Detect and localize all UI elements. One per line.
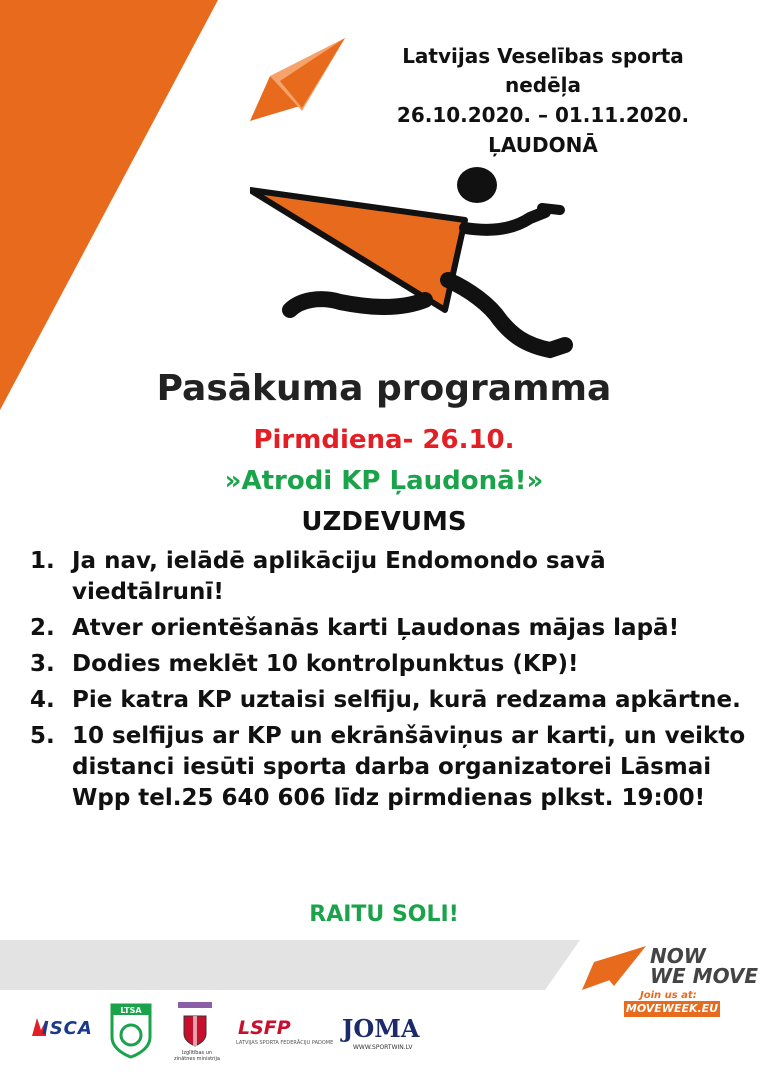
runner-illustration-icon [250,160,580,370]
task-heading: UZDEVUMS [301,507,467,537]
izm-caption: Izglītības un zinātnes ministrija [174,1050,220,1062]
task-text: Ja nav, ielādē aplikāciju Endomondo savā viedtālrunī! [72,548,606,605]
task-text: Atver orientēšanās karti Ļaudonas mājas lapā! [72,615,680,641]
joma-caption: WWW.SPORTWIN.LV [353,1044,413,1051]
joma-logo-text: JOMA [342,1014,420,1043]
task-number: 5. [30,723,55,749]
now-we-move-line1: NOW [650,944,706,968]
program-title: Pasākuma programma [156,368,612,409]
task-number: 4. [30,687,55,713]
header-title-line2: nedēļa [504,73,582,97]
task-text: 10 selfijus ar KP un ekrānšāviņus ar karti, un veikto distanci iesūti sporta darba organizatorei Lāsmai Wpp tel.25 640 606 līdz pirmdienas plkst. 19:00! [72,723,746,811]
task-item [30,546,750,608]
program-slogan: »Atrodi KP Ļaudonā!» [224,466,544,496]
now-we-move-join: Join us at: [640,990,697,1001]
moveweek-website-link[interactable]: MOVEWEEK.EU [625,1002,719,1015]
header-place: ĻAUDONĀ [488,133,598,157]
izm-coat-of-arms-icon [178,1002,212,1050]
lsfp-caption: LATVIJAS SPORTA FEDERĀCIJU PADOME [236,1040,334,1046]
move-arrow-logo-icon [240,36,350,126]
isca-logo-text: ISCA [42,1018,93,1039]
header-dates: 26.10.2020. – 01.11.2020. [396,103,690,127]
task-item [30,721,750,814]
task-item [30,613,750,644]
task-text: Dodies meklēt 10 kontrolpunktus (KP)! [72,651,579,677]
task-number: 1. [30,548,55,574]
task-number: 2. [30,615,55,641]
task-text: Pie katra KP uztaisi selfiju, kurā redzama apkārtne. [72,687,741,713]
now-we-move-logo-icon [580,944,650,994]
ltsa-text: LTSA [120,1006,142,1015]
task-number: 3. [30,651,55,677]
ltsa-shield-logo-icon [110,1003,152,1059]
now-we-move-line2: WE MOVE [650,964,759,988]
header-title-line1: Latvijas Veselības sporta [402,44,684,68]
task-item [30,649,750,680]
program-day: Pirmdiena- 26.10. [253,425,515,455]
task-item [30,685,750,716]
task-list [30,546,750,819]
lsfp-logo-text: LSFP [238,1017,291,1039]
orange-corner-decoration [0,0,230,420]
closing-slogan: RAITU SOLI! [309,902,459,927]
